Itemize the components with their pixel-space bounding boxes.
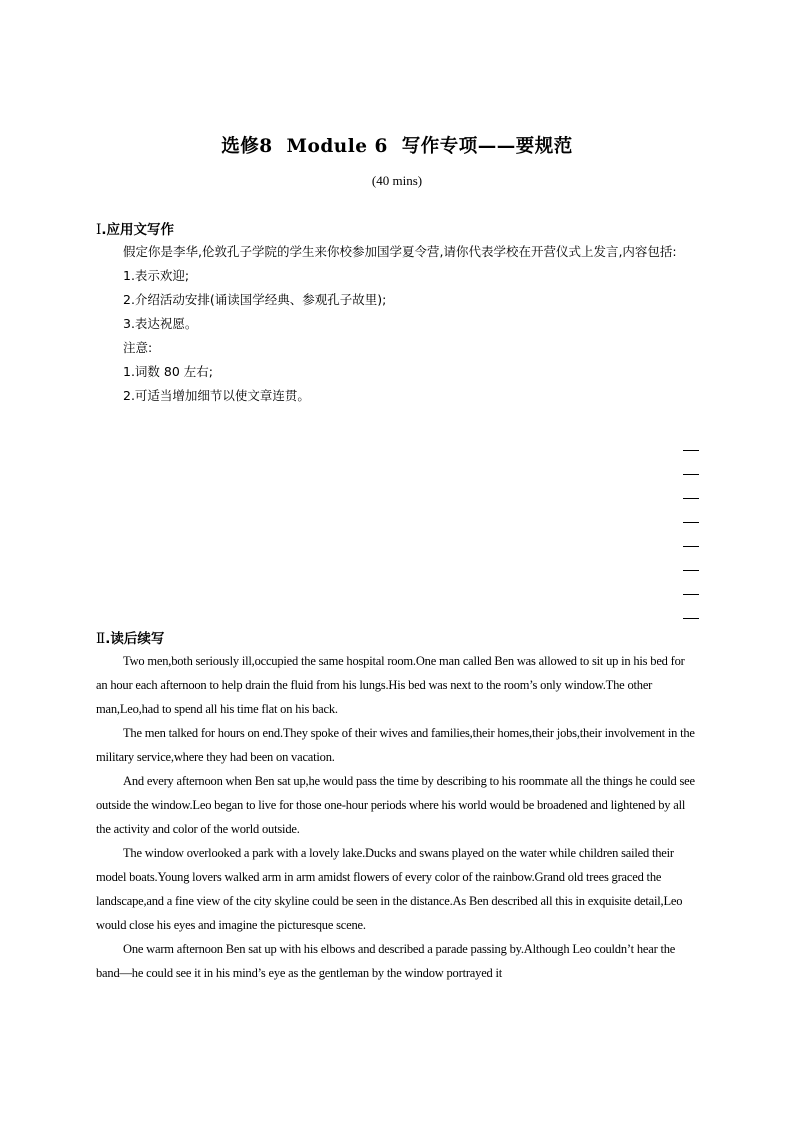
answer-line [683,570,699,571]
section-number: Ⅱ [96,631,106,647]
time-limit: (40 mins) [371,173,423,188]
reading-passage [96,649,698,985]
answer-line [683,522,699,523]
task-item: 1.表示欢迎; [123,268,190,283]
passage-paragraph: One warm afternoon Ben sat up with his elbows and described a parade passing by.Although Leo couldn’t hear the band—he could see it in his mind’s eye as the gentleman by the window portrayed it [96,942,676,980]
note-item: 2.可适当增加细节以使文章连贯。 [123,388,310,403]
answer-line [683,594,699,595]
answer-line [683,546,699,547]
passage-paragraph: And every afternoon when Ben sat up,he would pass the time by describing to his roommate all the things he could see outside the window.Leo began to live for those one-hour periods where his world would be broadened and lightened by all the activity and color of the world outside. [96,774,695,836]
section-number: Ⅰ [96,222,102,238]
section-title: .应用文写作 [101,222,174,238]
answer-line [683,618,699,619]
task-item: 3.表达祝愿。 [123,316,198,331]
answer-line [683,450,699,451]
task-prompt: 假定你是李华,伦敦孔子学院的学生来你校参加国学夏令营,请你代表学校在开营仪式上发言,内容包括: [123,244,677,259]
section-heading-writing [96,218,174,238]
answer-line [683,498,699,499]
writing-task [96,240,696,408]
answer-lines [683,450,699,642]
section-title: .读后续写 [105,631,165,647]
section-heading-continuation [96,627,164,647]
passage-paragraph: Two men,both seriously ill,occupied the same hospital room.One man called Ben was allowed to sit up in his bed for an hour each afternoon to help drain the fluid from his lungs.His bed was next to the room’s only window.The other man,Leo,had to spend all his time flat on his back. [96,654,685,716]
passage-paragraph: The men talked for hours on end.They spoke of their wives and families,their homes,their jobs,their involvement in the military service,where they had been on vacation. [96,726,695,764]
answer-line [683,474,699,475]
passage-paragraph: The window overlooked a park with a lovely lake.Ducks and swans played on the water while children sailed their model boats.Young lovers walked arm in arm amidst flowers of every color of the rainbow.Grand old trees graced the landscape,and a fine view of the city skyline could be seen in the distance.As Ben described all this in exquisite detail,Leo would close his eyes and imagine the picturesque scene. [96,846,683,932]
note-item: 1.词数 80 左右; [123,364,213,379]
task-item: 2.介绍活动安排(诵读国学经典、参观孔子故里); [123,292,387,307]
note-label: 注意: [123,340,153,355]
page-title: 选修8 Module 6 写作专项——要规范 [221,136,573,157]
